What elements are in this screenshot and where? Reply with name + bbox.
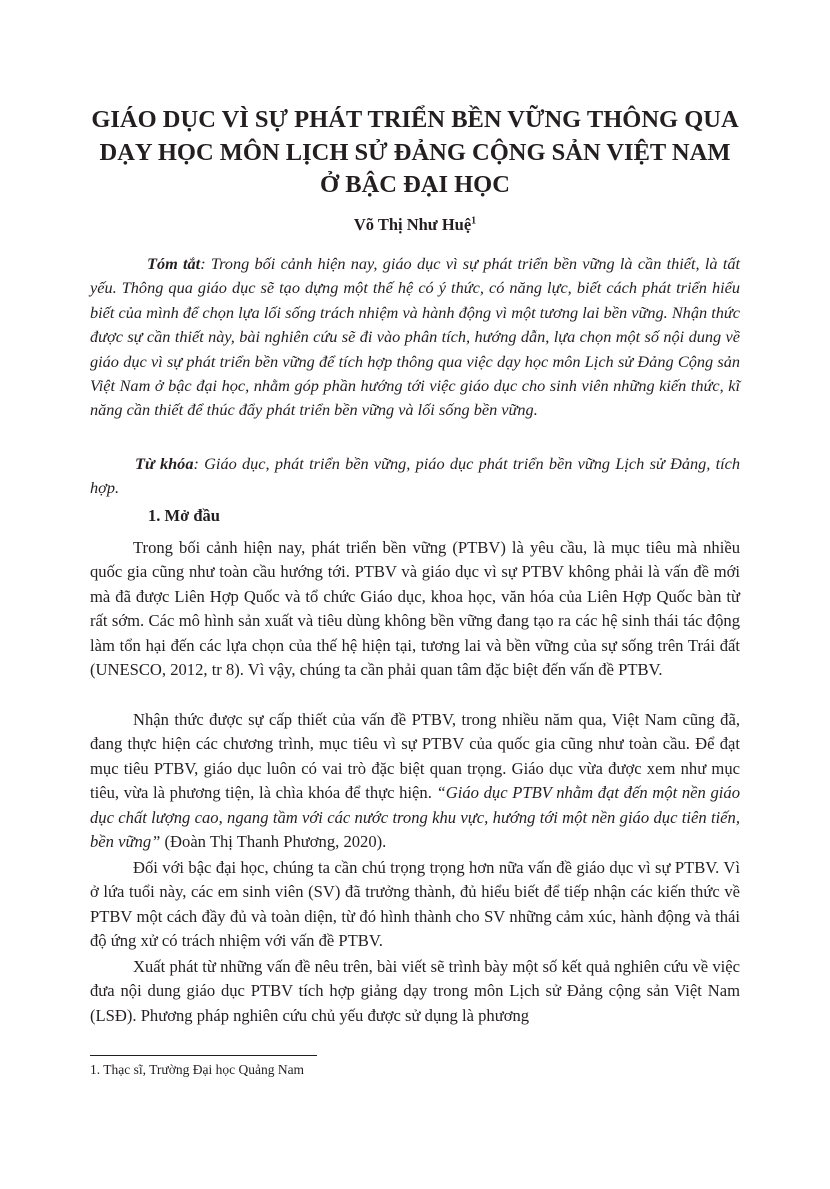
paragraph-2-text: Nhận thức được sự cấp thiết của vấn đề PTBV, trong nhiều năm qua, Việt Nam cũng đã, đang thực hiện các chương trình, mục tiêu vì sự PTBV của quốc gia cũng như toàn cầu. Để đạt mục tiêu PTBV, giáo dục luôn có vai trò đặc biệt quan trọng. Giáo dục vừa được xem như mục tiêu, vừa là phương tiện, là chìa khóa để thực hiện. xyxy=(90,710,740,803)
keywords-label: Từ khóa xyxy=(135,454,194,473)
body-paragraph-4: Xuất phát từ những vấn đề nêu trên, bài viết sẽ trình bày một số kết quả nghiên cứu về việc đưa nội dung giáo dục PTBV tích hợp giảng dạy trong môn Lịch sử Đảng cộng sản Việt Nam (LSĐ). Phương pháp nghiên cứu chủ yếu được sử dụng là phương xyxy=(90,957,740,1025)
paragraph-2-citation: (Đoàn Thị Thanh Phương, 2020). xyxy=(160,832,387,852)
title-line-1: GIÁO DỤC VÌ SỰ PHÁT TRIỂN BỀN VỮNG THÔNG QUA xyxy=(91,106,739,133)
section-heading: 1. Mở đầu xyxy=(148,506,220,525)
abstract xyxy=(90,252,740,423)
author-line xyxy=(0,215,830,235)
paragraph-2-quote: “Giáo dục PTBV nhằm đạt đến một nền giáo dục chất lượng cao, ngang tầm với các nước trong khu vực, hướng tới một nền giáo dục tiên tiến, bền vững” xyxy=(90,783,740,852)
author-footnote-mark: 1 xyxy=(471,215,477,227)
footnote: 1. Thạc sĩ, Trường Đại học Quảng Nam xyxy=(90,1062,305,1077)
author-name: Võ Thị Như Huệ xyxy=(353,215,472,234)
paper-title xyxy=(60,104,770,202)
footnote-divider xyxy=(90,1055,317,1056)
body-paragraph-2 xyxy=(90,708,740,854)
title-line-2: DẠY HỌC MÔN LỊCH SỬ ĐẢNG CỘNG SẢN VIỆT NAM xyxy=(99,138,731,166)
title-line-3: Ở BẬC ĐẠI HỌC xyxy=(320,171,510,198)
body-paragraph-1: Trong bối cảnh hiện nay, phát triển bền vững (PTBV) là yêu cầu, là mục tiêu mà nhiều quốc gia cũng như toàn cầu hướng tới. PTBV và giáo dục vì sự PTBV không phải là vấn đề mới mà đã được Liên Hợp Quốc và tổ chức Giáo dục, khoa học, văn hóa của Liên Hợp Quốc bàn từ rất sớm. Các mô hình sản xuất và tiêu dùng không bền vững đang tạo ra các hệ sinh thái tác động làm tổn hại đến các lựa chọn của thế hệ hiện tại, tương lai và bền vững của sự sống trên Trái đất (UNESCO, 2012, tr 8). Vì vậy, chúng ta cần phải quan tâm đặc biệt đến vấn đề PTBV. xyxy=(90,538,740,680)
abstract-label: Tóm tắt xyxy=(147,254,201,273)
body-paragraph-3: Đối với bậc đại học, chúng ta cần chú trọng trọng hơn nữa vấn đề giáo dục vì sự PTBV. Vì ở lứa tuổi này, các em sinh viên (SV) đã trưởng thành, đủ hiểu biết để tiếp nhận các kiến thức về PTBV một cách đầy đủ và toàn diện, từ đó hình thành cho SV những cảm xúc, hành động và thái độ ứng xử có trách nhiệm với vấn đề PTBV. xyxy=(90,858,740,951)
keywords-text: : Giáo dục, phát triển bền vững, piáo dục phát triển bền vững Lịch sử Đảng, tích hợp. xyxy=(90,454,741,498)
keywords xyxy=(90,452,740,501)
abstract-text: : Trong bối cảnh hiện nay, giáo dục vì sự phát triển bền vững là cần thiết, là tất yếu. Thông qua giáo dục sẽ tạo dựng một thế hệ có ý thức, có năng lực, biết cách phát triển hiểu biết của mình để chọn lựa lối sống trách nhiệm và hành động vì một tương lai bền vững. Nhận thức được sự cần thiết này, bài nghiên cứu sẽ đi vào phân tích, hướng dẫn, lựa chọn một số nội dung về giáo dục vì sự phát triển bền vững để tích hợp thông qua việc dạy học môn Lịch sử Đảng Cộng sản Việt Nam ở bậc đại học, nhằm góp phần hướng tới việc giáo dục cho sinh viên những kiến thức, kĩ năng cần thiết để thúc đẩy phát triển bền vững và lối sống bền vững. xyxy=(90,254,741,420)
